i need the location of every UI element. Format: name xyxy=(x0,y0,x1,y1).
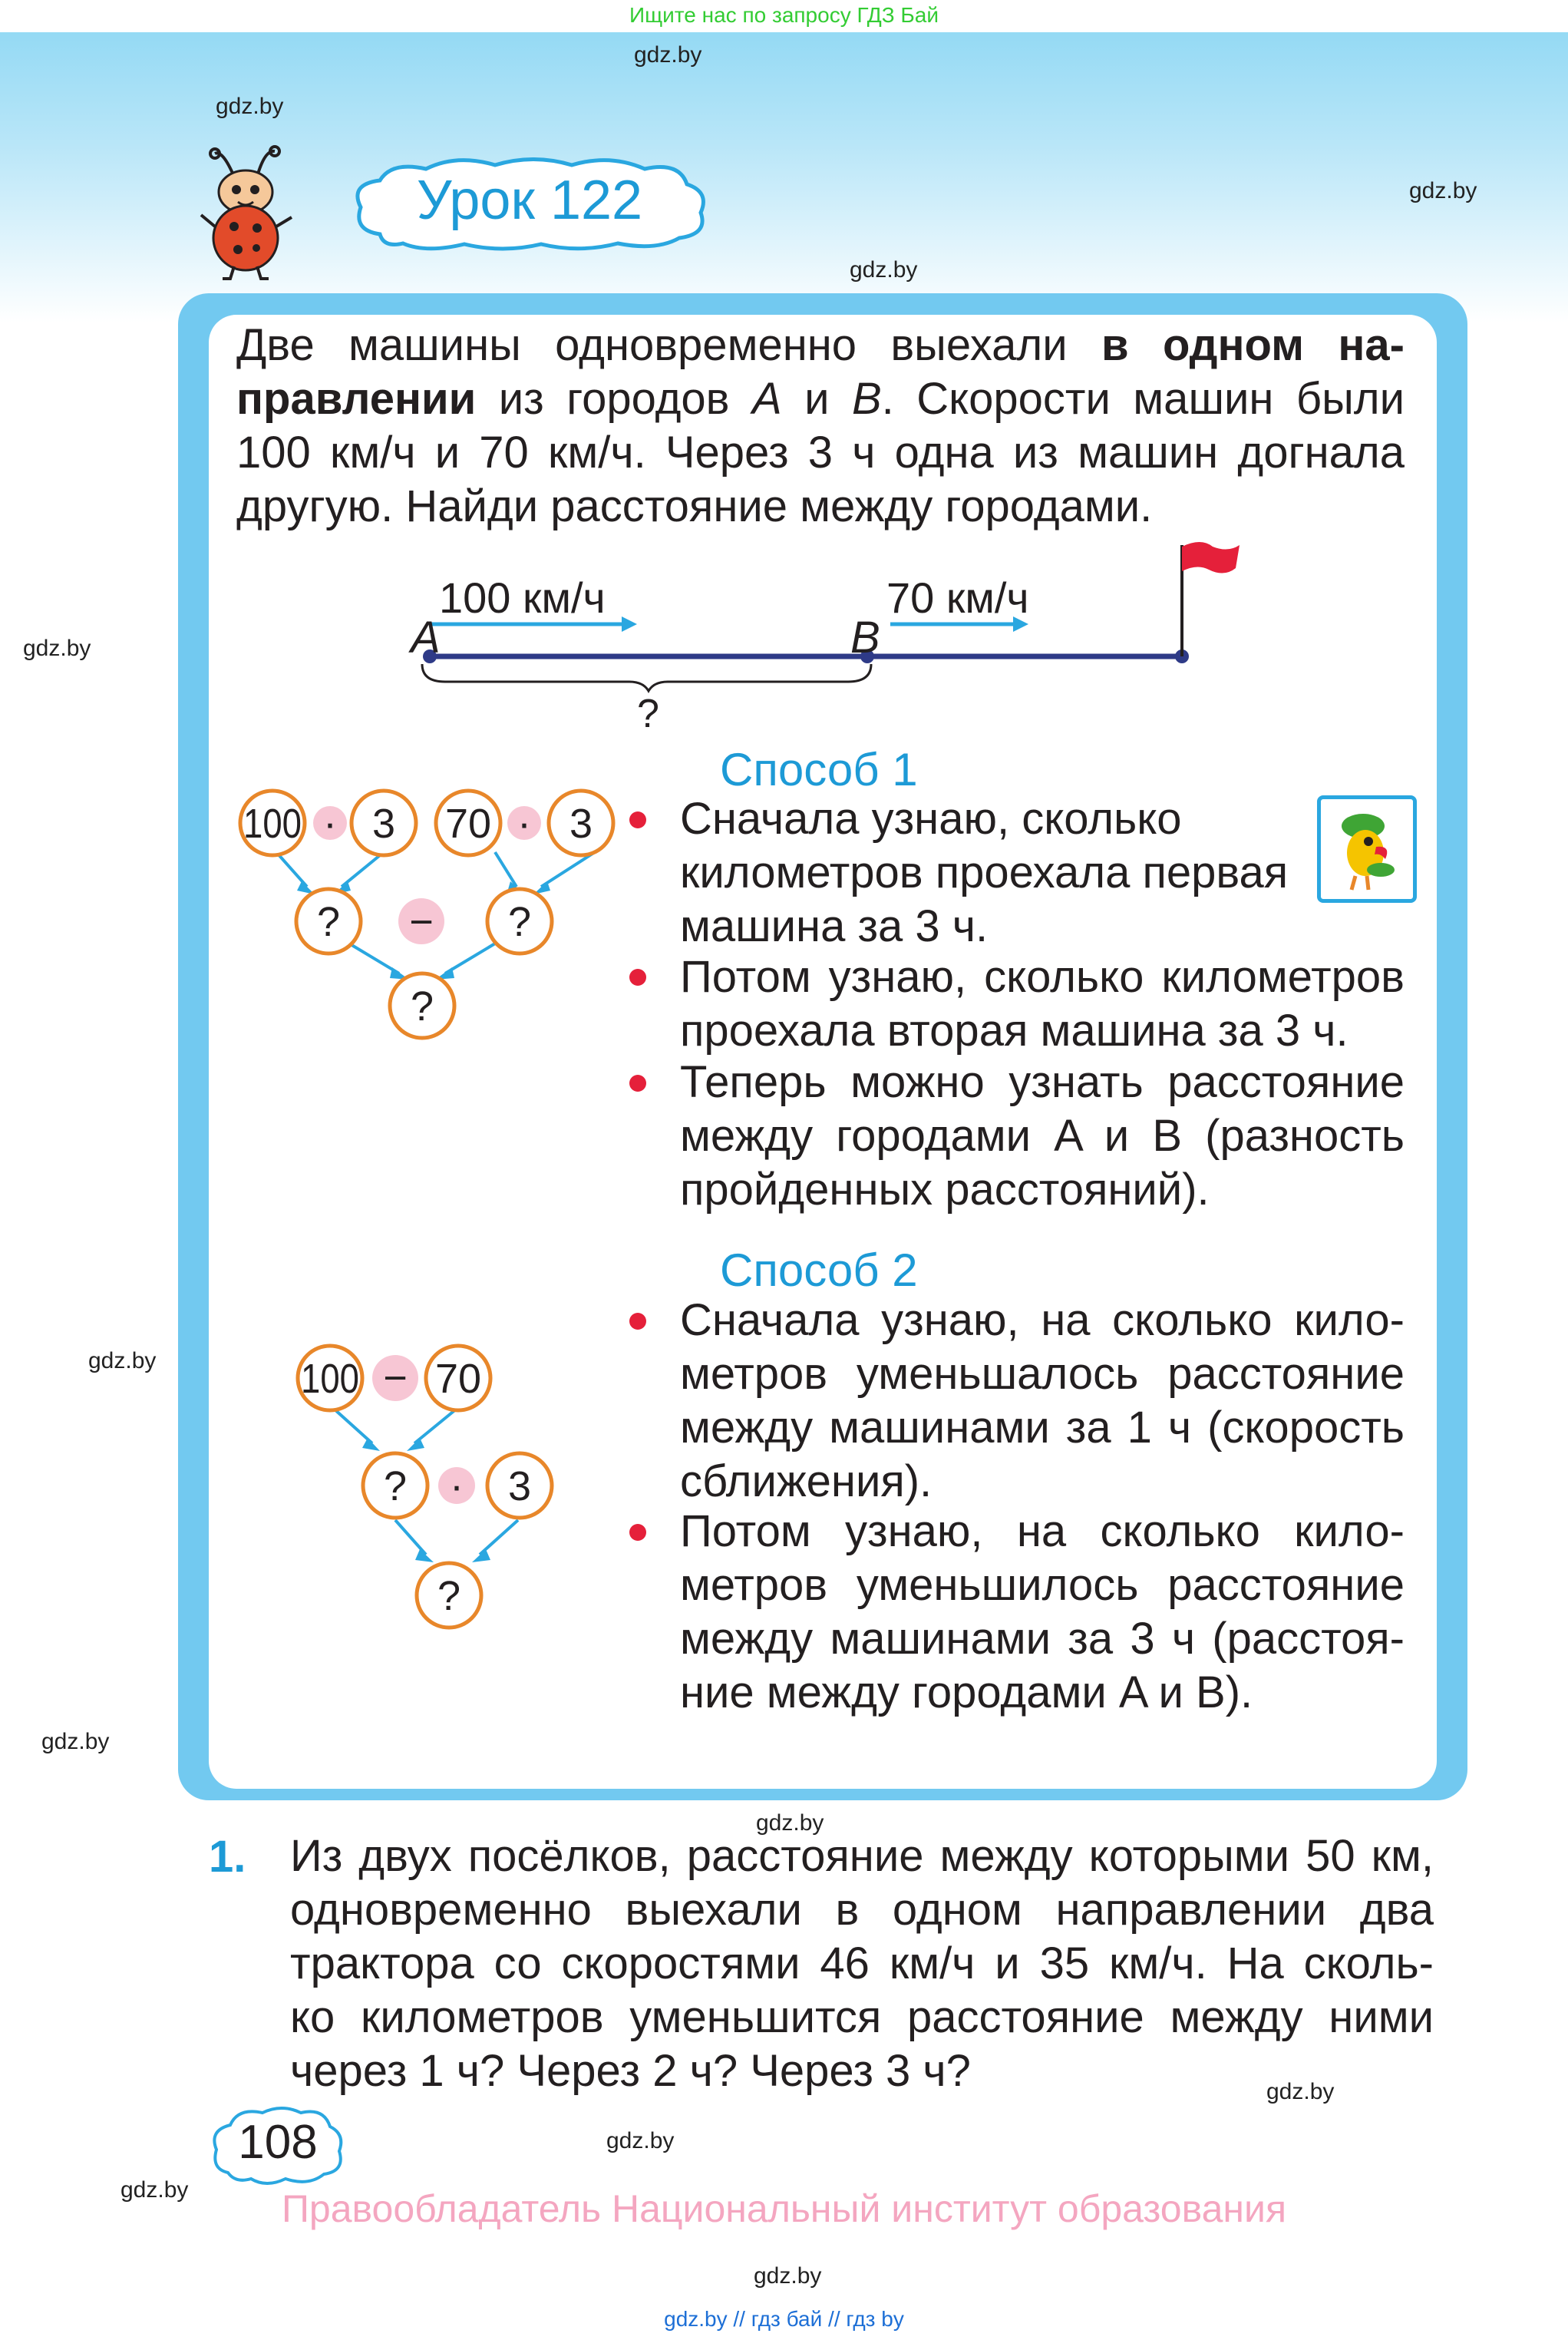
m2-step1-line4: сближения). xyxy=(680,1456,933,1506)
watermark: gdz.by xyxy=(754,2263,822,2289)
m1-step3-line3: пройденных расстояний). xyxy=(680,1165,1210,1215)
m1-op-multiply-2: · xyxy=(517,800,531,846)
m2-step2-line4: ние между городами A и B). xyxy=(680,1667,1253,1717)
watermark: gdz.by xyxy=(634,42,702,68)
problem-line-1: Две машины одновременно выехали в одном на- xyxy=(236,320,1405,370)
bullet-dot xyxy=(629,811,646,828)
label-a: A xyxy=(411,613,441,663)
task-number: 1. xyxy=(209,1832,246,1882)
route-diagram xyxy=(399,537,1282,737)
m1-step1-line2: километров проехала первая xyxy=(680,848,1289,897)
copyright-note: Правообладатель Национальный институт образования xyxy=(281,2187,1287,2230)
label-b: B xyxy=(850,613,880,663)
bottom-links[interactable]: gdz.by // гдз бай // гдз by xyxy=(664,2307,904,2331)
m1-result-2: ? xyxy=(507,899,532,945)
m2-result-1: ? xyxy=(383,1463,408,1509)
m1-step3-line2: между городами A и B (разность xyxy=(680,1111,1405,1161)
m1-operand-70: 70 xyxy=(444,801,492,847)
m2-operand-3: 3 xyxy=(507,1463,532,1509)
watermark: gdz.by xyxy=(850,257,918,283)
watermark: gdz.by xyxy=(120,2177,189,2203)
m2-operand-70: 70 xyxy=(434,1356,482,1402)
m2-step2-line3: между машинами за 3 ч (расстоя- xyxy=(680,1614,1405,1664)
m1-op-multiply-1: · xyxy=(323,800,337,846)
parrot-icon xyxy=(1321,799,1413,899)
m1-result-1: ? xyxy=(316,899,341,945)
bullet-dot xyxy=(629,1075,646,1092)
m2-operand-100: 100 xyxy=(301,1356,359,1402)
top-banner xyxy=(0,0,1568,32)
flag-icon xyxy=(1182,542,1240,573)
problem-line-3: 100 км/ч и 70 км/ч. Через 3 ч одна из машин догнала xyxy=(236,428,1405,478)
distance-brace xyxy=(422,664,871,691)
m1-operand-100: 100 xyxy=(243,801,302,847)
ladybug-icon xyxy=(192,142,299,280)
m2-step1-line1: Сначала узнаю, на сколько кило- xyxy=(680,1295,1405,1345)
parrot-hint-icon xyxy=(1317,795,1417,903)
m2-result-final: ? xyxy=(437,1573,461,1619)
watermark: gdz.by xyxy=(88,1348,157,1373)
m2-step2-line2: метров уменьшилось расстояние xyxy=(680,1560,1405,1610)
bullet-dot xyxy=(629,1313,646,1330)
task-line-4: ко километров уменьшится расстояние между ними xyxy=(290,1992,1434,2042)
m1-step3-line1: Теперь можно узнать расстояние xyxy=(680,1057,1405,1107)
watermark: gdz.by xyxy=(756,1810,824,1836)
m1-result-final: ? xyxy=(410,983,434,1030)
watermark: gdz.by xyxy=(1409,178,1477,203)
task-line-1: Из двух посёлков, расстояние между которыми 50 км, xyxy=(290,1831,1434,1881)
task-line-3: трактора со скоростями 46 км/ч и 35 км/ч. На сколь- xyxy=(290,1938,1434,1988)
problem-line-2: правлении из городов A и B. Скорости машин были xyxy=(236,374,1405,424)
m1-step2-line1: Потом узнаю, сколько километров xyxy=(680,952,1405,1002)
method2-title: Способ 2 xyxy=(720,1244,918,1296)
method1-tree xyxy=(234,783,633,1044)
task-line-5: через 1 ч? Через 2 ч? Через 3 ч? xyxy=(290,2046,971,2096)
m2-step1-line3: между машинами за 1 ч (скорость xyxy=(680,1403,1405,1453)
speed-b: 70 км/ч xyxy=(886,573,1029,622)
watermark: gdz.by xyxy=(606,2128,675,2153)
m1-op-minus: − xyxy=(409,899,434,945)
m1-operand-3a: 3 xyxy=(371,801,396,847)
m2-op-multiply: · xyxy=(450,1462,464,1509)
watermark: gdz.by xyxy=(216,94,284,119)
m2-step2-line1: Потом узнаю, на сколько кило- xyxy=(680,1506,1405,1556)
bullet-dot xyxy=(629,1524,646,1541)
watermark: gdz.by xyxy=(41,1729,110,1754)
m1-step1-line3: машина за 3 ч. xyxy=(680,901,989,951)
speed-a: 100 км/ч xyxy=(439,573,606,622)
problem-line-4: другую. Найди расстояние между городами. xyxy=(236,481,1153,531)
method2-tree xyxy=(288,1336,579,1643)
watermark: gdz.by xyxy=(23,636,91,661)
distance-question: ? xyxy=(637,692,659,736)
task-line-2: одновременно выехали в одном направлении два xyxy=(290,1885,1434,1935)
page-number: 108 xyxy=(238,2116,318,2169)
method1-title: Способ 1 xyxy=(720,744,918,795)
m1-step1-line1: Сначала узнаю, сколько xyxy=(680,794,1182,844)
m1-operand-3b: 3 xyxy=(569,801,593,847)
watermark: gdz.by xyxy=(1266,2079,1335,2104)
m1-step2-line2: проехала вторая машина за 3 ч. xyxy=(680,1006,1348,1056)
top-banner-text[interactable]: Ищите нас по запросу ГДЗ Бай xyxy=(629,3,939,27)
m2-op-minus: − xyxy=(383,1355,408,1401)
bullet-dot xyxy=(629,969,646,986)
lesson-title: Урок 122 xyxy=(416,170,643,231)
m2-step1-line2: метров уменьшалось расстояние xyxy=(680,1349,1405,1399)
